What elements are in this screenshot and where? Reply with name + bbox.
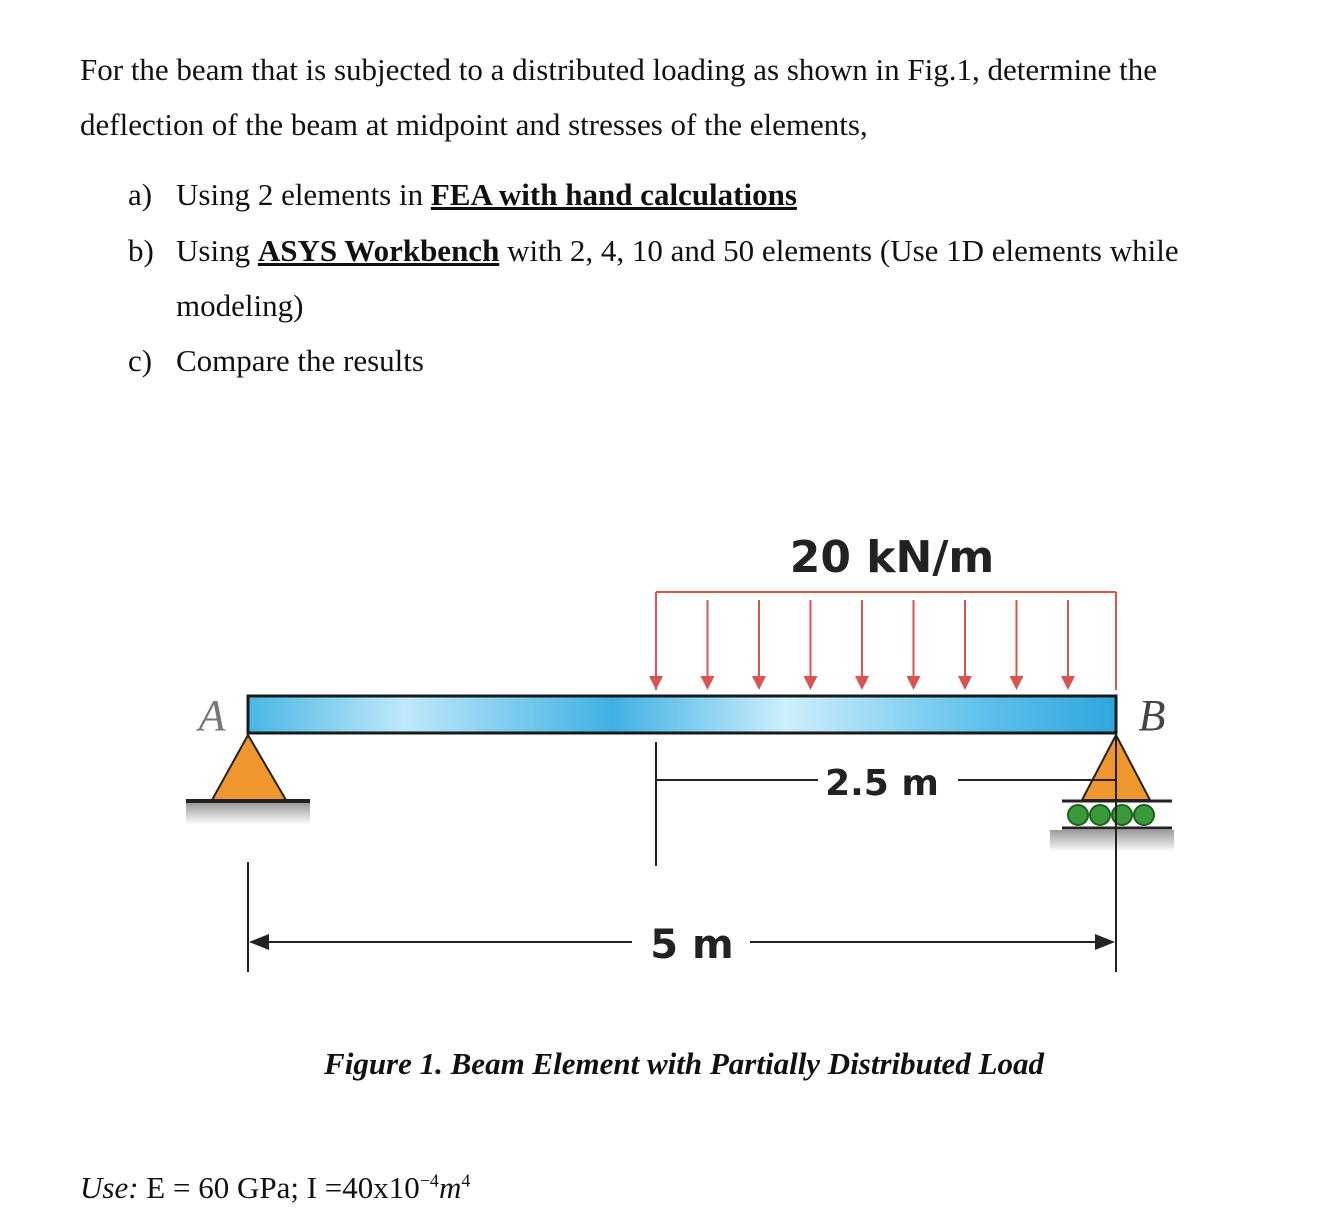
item-a-text: Using 2 elements in xyxy=(176,177,431,212)
support-b-roller xyxy=(1050,735,1174,852)
load-arrow xyxy=(907,600,921,690)
support-a-label: A xyxy=(198,691,226,740)
load-arrow xyxy=(649,600,663,690)
item-c-text: Compare the results xyxy=(176,343,424,378)
dimension-total-label: 5 m xyxy=(650,922,734,968)
item-a-emphasis: FEA with hand calculations xyxy=(430,177,797,212)
given-values xyxy=(80,1170,470,1206)
item-b-continuation: modeling) xyxy=(176,288,304,323)
item-b-emphasis: ASYS Workbench xyxy=(257,233,500,268)
roller-wheel xyxy=(1134,805,1154,825)
support-a-pin xyxy=(186,735,310,825)
beam xyxy=(248,696,1116,733)
roller-wheel xyxy=(1068,805,1088,825)
load-label: 20 kN/m xyxy=(789,532,995,583)
support-b-label: B xyxy=(1138,691,1166,740)
load-arrow xyxy=(958,600,972,690)
load-arrow xyxy=(1061,600,1075,690)
load-arrow xyxy=(804,600,818,690)
item-b-text: Using xyxy=(176,233,258,268)
given-prefix: Use: xyxy=(80,1170,139,1205)
figure-caption xyxy=(0,1046,1338,1082)
item-c-label: c) xyxy=(128,343,153,378)
given-exponent: −4 xyxy=(419,1170,439,1191)
item-a-label: a) xyxy=(128,177,153,212)
dimension-half-label: 2.5 m xyxy=(825,763,939,804)
given-unit-exponent: 4 xyxy=(461,1170,471,1191)
problem-intro: For the beam that is subjected to a distributed loading as shown in Fig.1, determine the deflection of the beam at midpoint and stresses of the elements, xyxy=(80,52,1158,142)
load-arrow xyxy=(752,600,766,690)
given-e-part: E = 60 GPa; I =40x10 xyxy=(138,1170,420,1205)
load-arrow xyxy=(1010,600,1024,690)
load-arrow xyxy=(701,600,715,690)
load-arrow xyxy=(855,600,869,690)
item-b-label: b) xyxy=(128,233,154,268)
roller-wheel xyxy=(1090,805,1110,825)
figure-caption-text: Figure 1. Beam Element with Partially Distributed Load xyxy=(324,1046,1044,1081)
given-unit: m xyxy=(438,1170,462,1205)
dimension-half xyxy=(656,742,1116,866)
distributed-load xyxy=(649,592,1116,690)
item-b-text-after: with 2, 4, 10 and 50 elements (Use 1D elements while xyxy=(499,233,1179,268)
